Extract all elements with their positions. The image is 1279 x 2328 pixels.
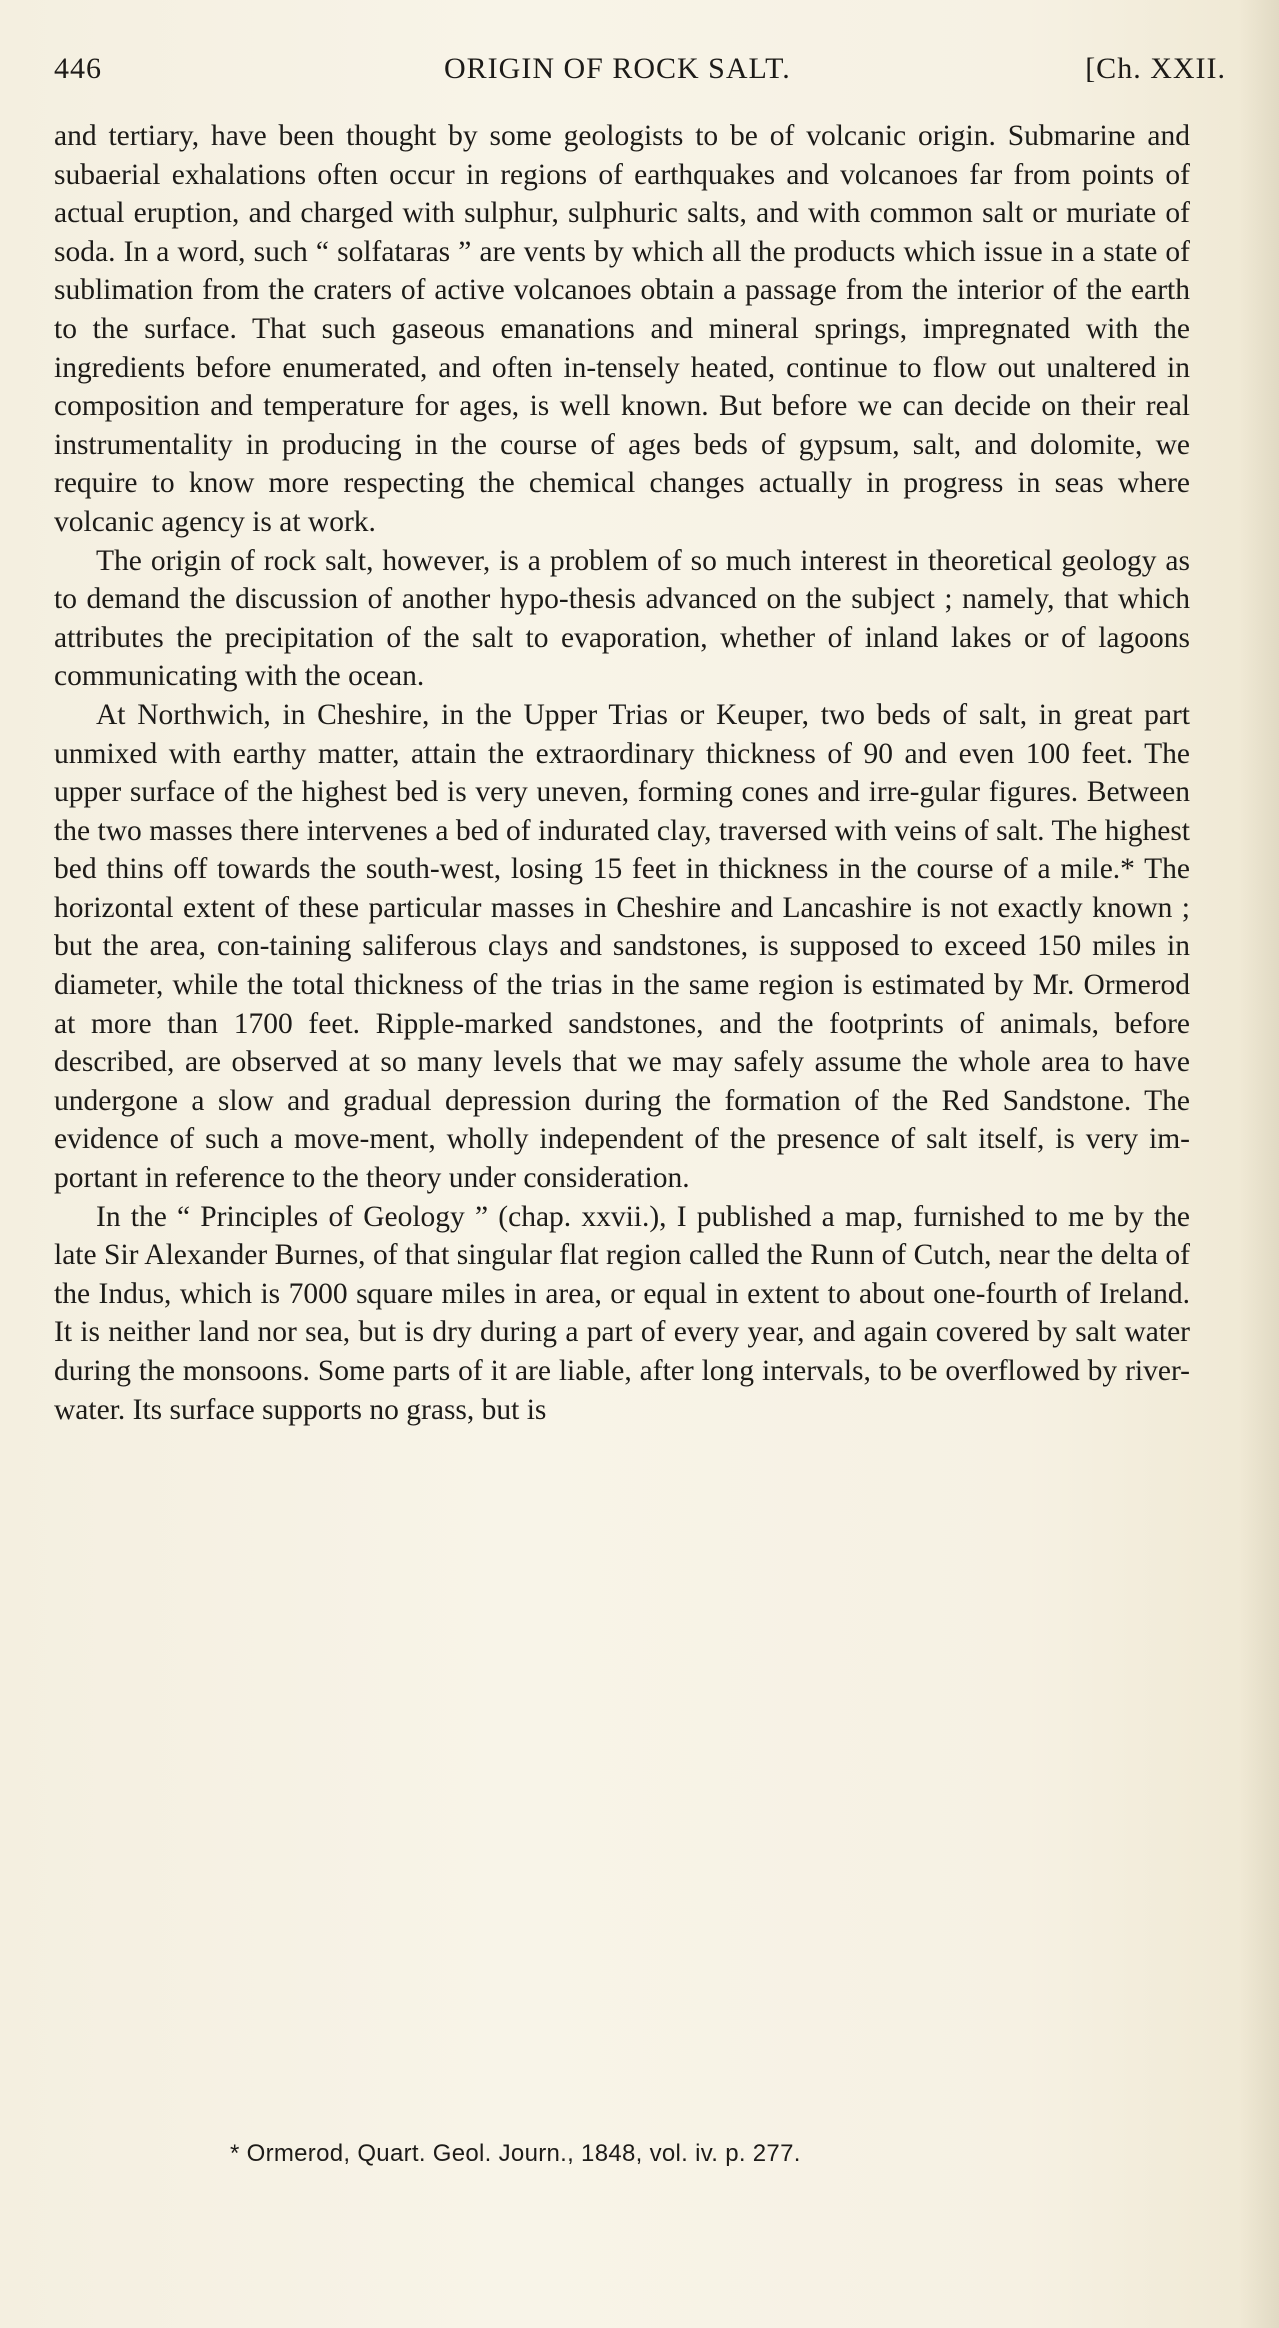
running-title: ORIGIN OF ROCK SALT. [444,52,791,85]
paragraph-continued: and tertiary, have been thought by some geologists to be of volcanic origin. Submarine and subaerial exhalations often occur in regions of earthquakes and volcanoes far from points of actual eruption, and charged with sulphur, sulphuric salts, and with common salt or muriate of soda. In a word, such “ solfataras ” are vents by which all the products which issue in a state of sublimation from the craters of active volcanoes obtain a passage from the interior of the earth to the surface. That such gaseous emanations and mineral springs, impregnated with the ingredients before enumerated, and often in-tensely heated, continue to flow out unaltered in composition and temperature for ages, is well known. But before we can decide on their real instrumentality in producing in the course of ages beds of gypsum, salt, and dolomite, we require to know more respecting the chemical changes actually in progress in seas where volcanic agency is at work. [54,120,1190,538]
page-number: 446 [54,52,102,85]
page-edge-shadow [1239,0,1279,2328]
paragraph-rock-salt-origin: The origin of rock salt, however, is a problem of so much interest in theoretical geology as to demand the discussion of another hypo-thesis advanced on the subject ; namely, that which attributes the precipitation of the salt to evaporation, whether of inland lakes or of lagoons communicating with the ocean. [54,544,1190,693]
body-text [54,117,1190,1429]
footnote: * Ormerod, Quart. Geol. Journ., 1848, vol. iv. p. 277. [230,2140,801,2167]
paragraph-runn-of-cutch: In the “ Principles of Geology ” (chap. xxvii.), I published a map, furnished to me by the late Sir Alexander Burnes, of that singular flat region called the Runn of Cutch, near the delta of the Indus, which is 7000 square miles in area, or equal in extent to about one-fourth of Ireland. It is neither land nor sea, but is dry during a part of every year, and again covered by salt water during the monsoons. Some parts of it are liable, after long intervals, to be overflowed by river-water. Its surface supports no grass, but is [54,1200,1190,1426]
paragraph-northwich: At Northwich, in Cheshire, in the Upper Trias or Keuper, two beds of salt, in great part unmixed with earthy matter, attain the extraordinary thickness of 90 and even 100 feet. The upper surface of the highest bed is very uneven, forming cones and irre-gular figures. Between the two masses there intervenes a bed of indurated clay, traversed with veins of salt. The highest bed thins off towards the south-west, losing 15 feet in thickness in the course of a mile.* The horizontal extent of these particular masses in Cheshire and Lancashire is not exactly known ; but the area, con-taining saliferous clays and sandstones, is supposed to exceed 150 miles in diameter, while the total thickness of the trias in the same region is estimated by Mr. Ormerod at more than 1700 feet. Ripple-marked sandstones, and the footprints of animals, before described, are observed at so many levels that we may safely assume the whole area to have undergone a slow and gradual depression during the formation of the Red Sandstone. The evidence of such a move-ment, wholly independent of the presence of salt itself, is very im-portant in reference to the theory under consideration. [54,698,1190,1195]
chapter-reference: [Ch. XXII. [1085,52,1226,85]
running-header [54,52,1226,102]
